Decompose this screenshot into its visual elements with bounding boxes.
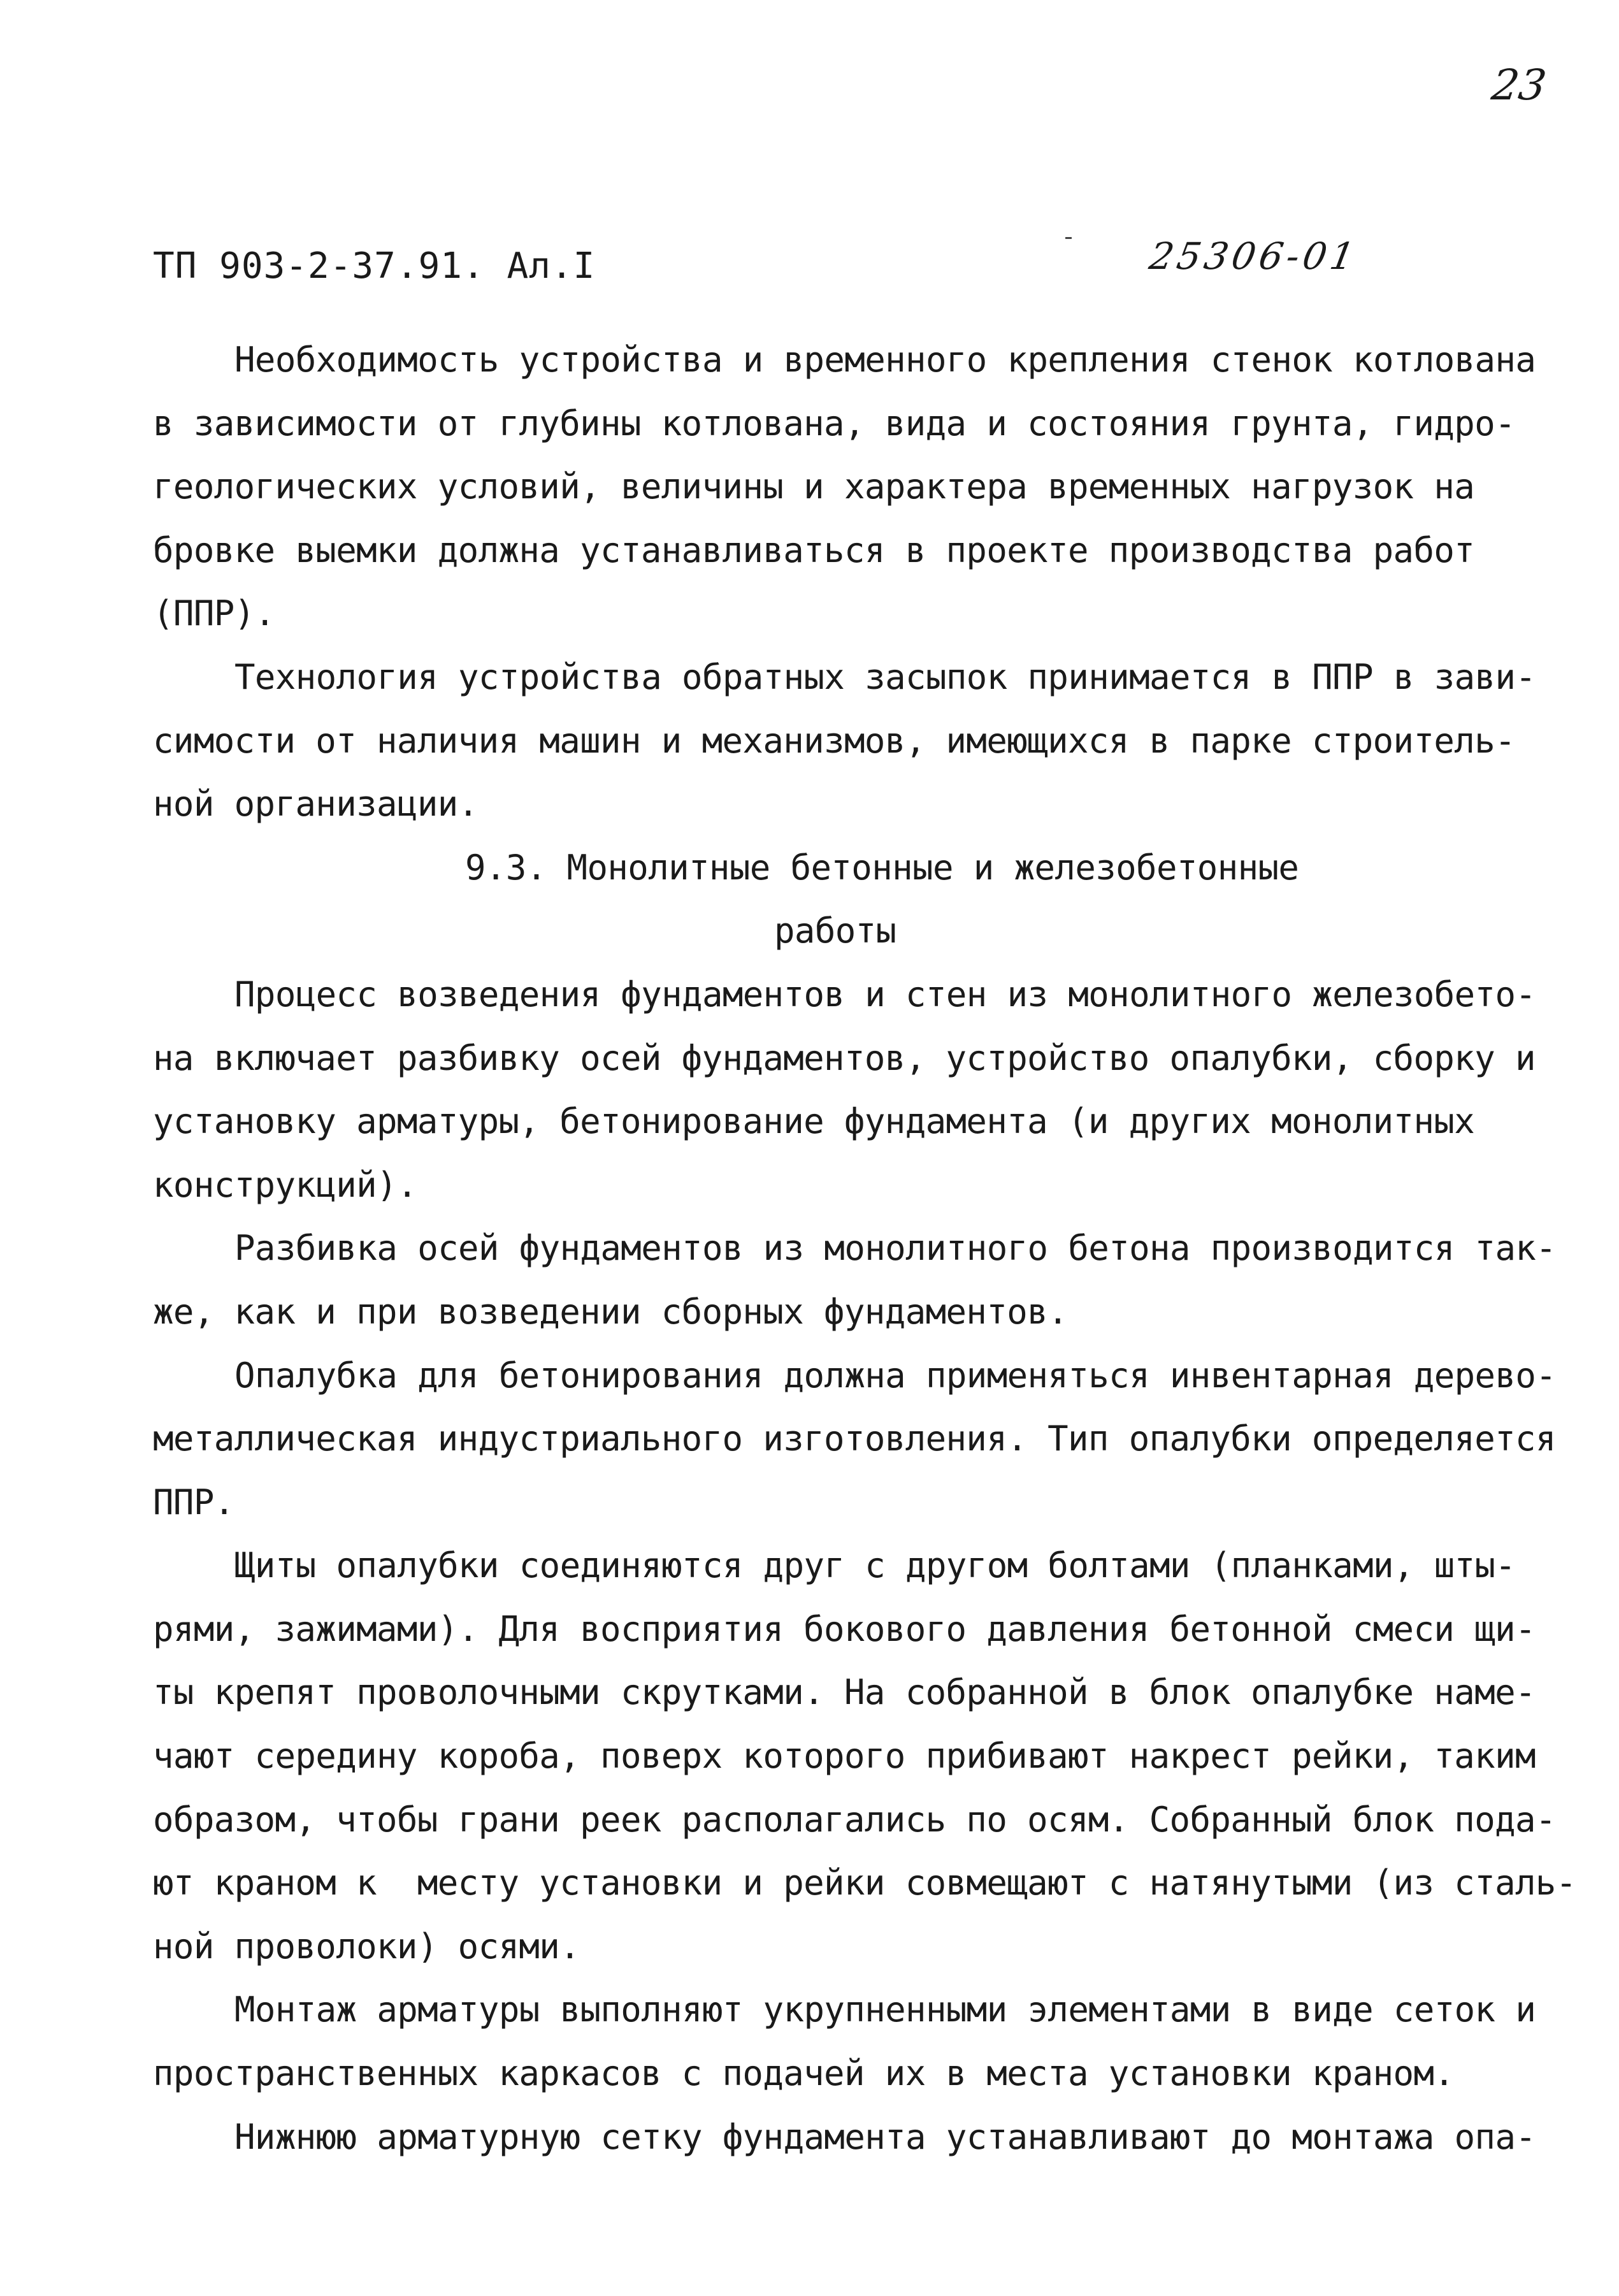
- text-line: конструкций).: [153, 1164, 417, 1205]
- text-line: 9.3. Монолитные бетонные и железобетонные: [465, 847, 1299, 888]
- text-line: рями, зажимами). Для восприятия бокового давления бетонной смеси щи-: [153, 1608, 1536, 1649]
- dash-mark: [1065, 237, 1072, 239]
- text-line: металлическая индустриального изготовления. Тип опалубки определяется: [153, 1419, 1556, 1459]
- document-header: ТП 903-2-37.91. Ал.I: [153, 245, 596, 287]
- text-line: (ППР).: [153, 593, 275, 634]
- text-line: Разбивка осей фундаментов из монолитного бетона производится так-: [234, 1228, 1557, 1269]
- text-line: ной организации.: [153, 784, 479, 825]
- text-line: ной проволоки) осями.: [153, 1926, 580, 1967]
- text-line: установку арматуры, бетонирование фундамента (и других монолитных: [153, 1101, 1475, 1142]
- text-line: ППР.: [153, 1482, 234, 1522]
- page-number: 23: [1488, 61, 1550, 110]
- text-line: Процесс возведения фундаментов и стен из монолитного железобето-: [234, 974, 1536, 1014]
- text-line: в зависимости от глубины котлована, вида и состояния грунта, гидро-: [153, 403, 1516, 444]
- text-line: на включает разбивку осей фундаментов, устройство опалубки, сборку и: [153, 1037, 1536, 1078]
- body-text: [153, 328, 1576, 2169]
- text-line: же, как и при возведении сборных фундаментов.: [153, 1291, 1068, 1332]
- document-code: 25306-01: [1146, 235, 1362, 278]
- text-line: бровке выемки должна устанавливаться в проекте производства работ: [153, 530, 1475, 570]
- text-line: образом, чтобы грани реек располагались по осям. Собранный блок пода-: [153, 1799, 1556, 1840]
- text-line: Нижнюю арматурную сетку фундамента устанавливают до монтажа опа-: [234, 2116, 1536, 2157]
- text-line: геологических условий, величины и характера временных нагрузок на: [153, 466, 1475, 507]
- text-line: Монтаж арматуры выполняют укрупненными элементами в виде сеток и: [234, 1989, 1536, 2030]
- text-line: чают середину короба, поверх которого прибивают накрест рейки, таким: [153, 1736, 1536, 1777]
- text-line: Опалубка для бетонирования должна применяться инвентарная дерево-: [234, 1355, 1557, 1396]
- text-line: работы: [774, 911, 896, 951]
- text-line: Технология устройства обратных засыпок принимается в ППР в зави-: [234, 656, 1536, 697]
- text-line: Щиты опалубки соединяются друг с другом болтами (планками, шты-: [234, 1545, 1516, 1586]
- text-line: ты крепят проволочными скрутками. На собранной в блок опалубке наме-: [153, 1672, 1536, 1713]
- text-line: симости от наличия машин и механизмов, имеющихся в парке строитель-: [153, 720, 1516, 761]
- text-line: Необходимость устройства и временного крепления стенок котлована: [234, 340, 1536, 380]
- text-line: пространственных каркасов с подачей их в места установки краном.: [153, 2053, 1455, 2094]
- text-line: ют краном к месту установки и рейки совмещают с натянутыми (из сталь-: [153, 1863, 1576, 1903]
